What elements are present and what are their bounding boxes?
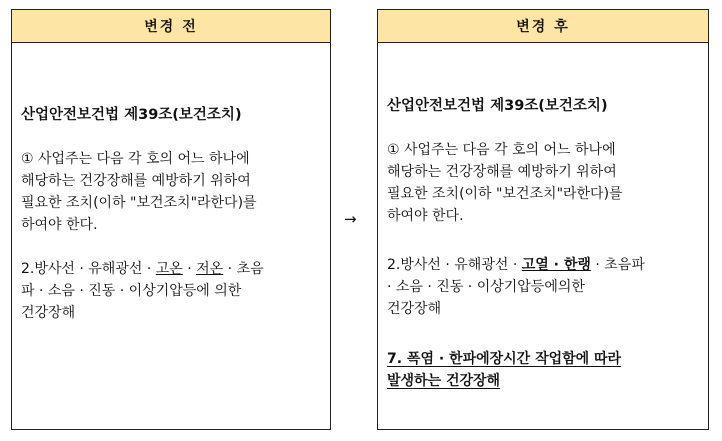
- after-header: 변경 후: [378, 10, 708, 43]
- change-arrow: →: [344, 210, 357, 228]
- before-clause-2-low-temp: 저온: [196, 261, 224, 277]
- after-clause-2-line-2: · 소음 · 진동 · 이상기압등에의한: [387, 279, 585, 295]
- after-law-title: 산업안전보건법 제39조(보건조치): [387, 98, 608, 114]
- after-clause-7-line-2: 발생하는 건강장해: [387, 373, 501, 389]
- after-clause-2-heat-cold: 고열 · 한랭: [521, 257, 591, 273]
- after-clause-2: [387, 254, 700, 320]
- after-clause-7-line-1: 7. 폭염 · 한파에장시간 작업함에 따라: [387, 351, 622, 367]
- after-clause-2-line-3: 건강장해: [387, 301, 442, 317]
- after-body: [378, 43, 708, 392]
- before-clause-1-line-1: ① 사업주는 다음 각 호의 어느 하나에: [21, 151, 250, 167]
- after-clause-1-line-2: 해당하는 건강장해를 예방하기 위하여: [387, 164, 617, 180]
- before-clause-2-separator: ·: [182, 261, 197, 277]
- before-panel: [11, 9, 331, 430]
- after-clause-1-line-3: 필요한 조치(이하 "보건조치"라한다)를: [387, 186, 623, 202]
- before-clause-2-prefix: 2.방사선 · 유해광선 ·: [21, 261, 156, 277]
- before-clause-2: [21, 258, 322, 324]
- before-clause-2-line-2: 파 · 소음 · 진동 · 이상기압등에 의한: [21, 283, 242, 299]
- after-panel: [377, 9, 709, 430]
- after-clause-2-suffix: · 초음파: [590, 257, 645, 273]
- after-clause-2-prefix: 2.방사선 · 유해광선 ·: [387, 257, 522, 273]
- before-clause-1-line-4: 하여야 한다.: [21, 217, 98, 233]
- before-clause-1-line-2: 해당하는 건강장해를 예방하기 위하여: [21, 173, 251, 189]
- before-law-title: 산업안전보건법 제39조(보건조치): [21, 107, 242, 123]
- before-clause-2-line-3: 건강장해: [21, 305, 76, 321]
- before-clause-2-high-temp: 고온: [155, 261, 183, 277]
- before-clause-2-suffix: · 초음: [223, 261, 264, 277]
- before-clause-1: [21, 148, 322, 236]
- after-clause-1-line-1: ① 사업주는 다음 각 호의 어느 하나에: [387, 142, 616, 158]
- after-clause-1: [387, 139, 700, 227]
- before-header: 변경 전: [12, 10, 330, 43]
- after-clause-1-line-4: 하여야 한다.: [387, 208, 464, 224]
- after-clause-7: [387, 348, 700, 392]
- before-body: [12, 43, 330, 324]
- before-clause-1-line-3: 필요한 조치(이하 "보건조치"라한다)를: [21, 195, 257, 211]
